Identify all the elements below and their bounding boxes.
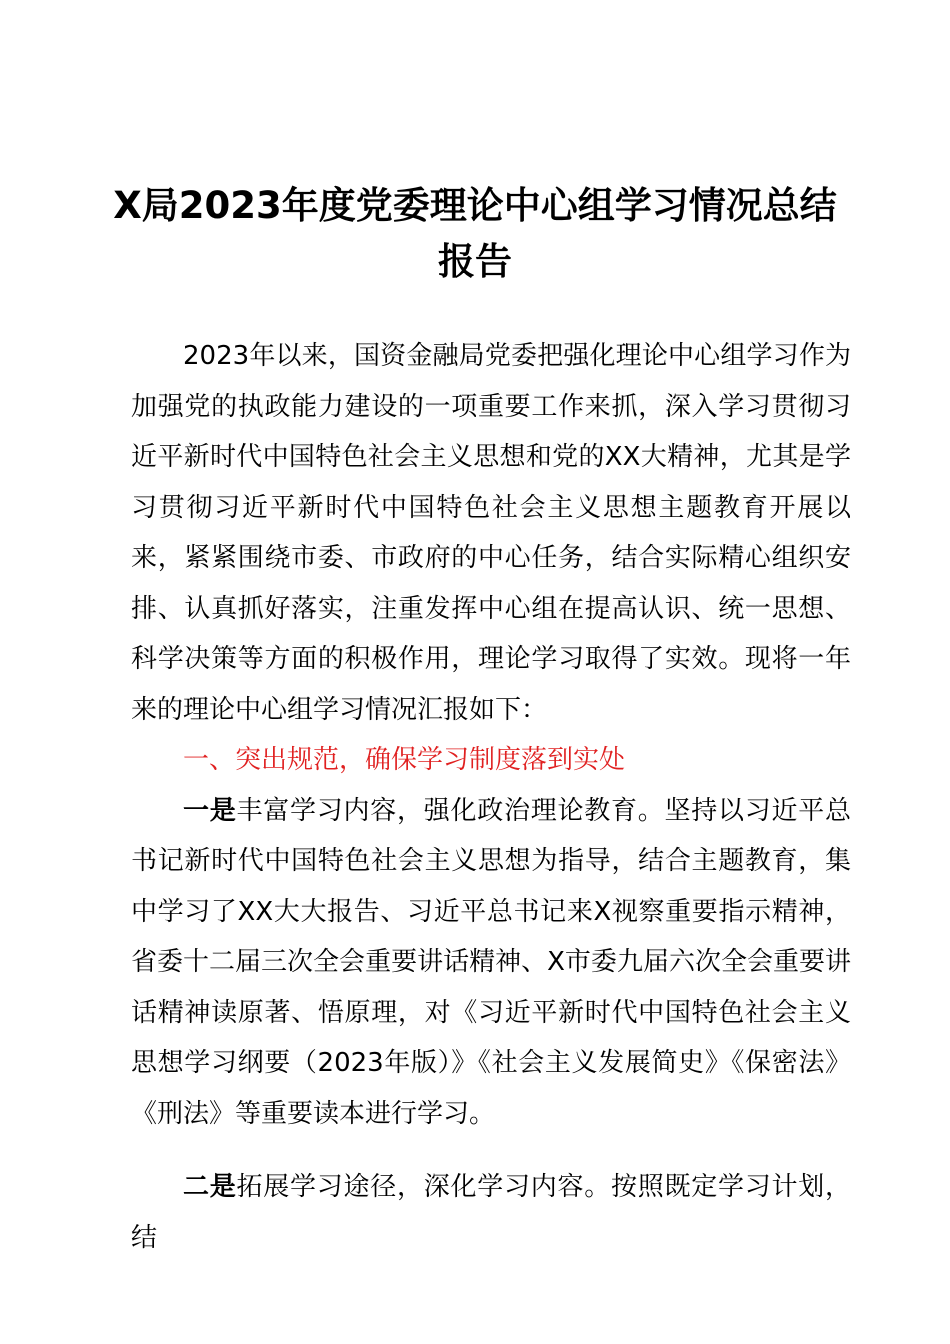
item-paragraph-2 — [131, 1162, 851, 1263]
item-paragraph-1 — [131, 786, 851, 1140]
item-text-1: 丰富学习内容，强化政治理论教育。坚持以习近平总书记新时代中国特色社会主义思想为指导，结合主题教育，集中学习了XX大大报告、习近平总书记来X视察重要指示精神，省委十二届三次全会重要讲话精神、X市委九届六次全会重要讲话精神读原著、悟原理，对《习近平新时代中国特色社会主义思想学习纲要（2023年版）》《社会主义发展简史》《保密法》《刑法》等重要读本进行学习。 — [131, 795, 851, 1129]
document-title: X局2023年度党委理论中心组学习情况总结报告 — [113, 184, 837, 283]
item-lead-1: 一是 — [183, 795, 237, 826]
item-text-2: 拓展学习途径，深化学习内容。按照既定学习计划，结 — [131, 1172, 851, 1253]
section-heading-1: 一、突出规范，确保学习制度落到实处 — [183, 745, 626, 775]
item-lead-2: 二是 — [183, 1172, 237, 1202]
document-body — [131, 331, 851, 1263]
intro-paragraph: 2023年以来，国资金融局党委把强化理论中心组学习作为加强党的执政能力建设的一项重要工作来抓，深入学习贯彻习近平新时代中国特色社会主义思想和党的XX大精神，尤其是学习贯彻习近平新时代中国特色社会主义思想主题教育开展以来，紧紧围绕市委、市政府的中心任务，结合实际精心组织安排、认真抓好落实，注重发挥中心组在提高认识、统一思想、科学决策等方面的积极作用，理论学习取得了实效。现将一年来的理论中心组学习情况汇报如下： — [131, 341, 851, 725]
paragraph-gap — [131, 1139, 851, 1162]
